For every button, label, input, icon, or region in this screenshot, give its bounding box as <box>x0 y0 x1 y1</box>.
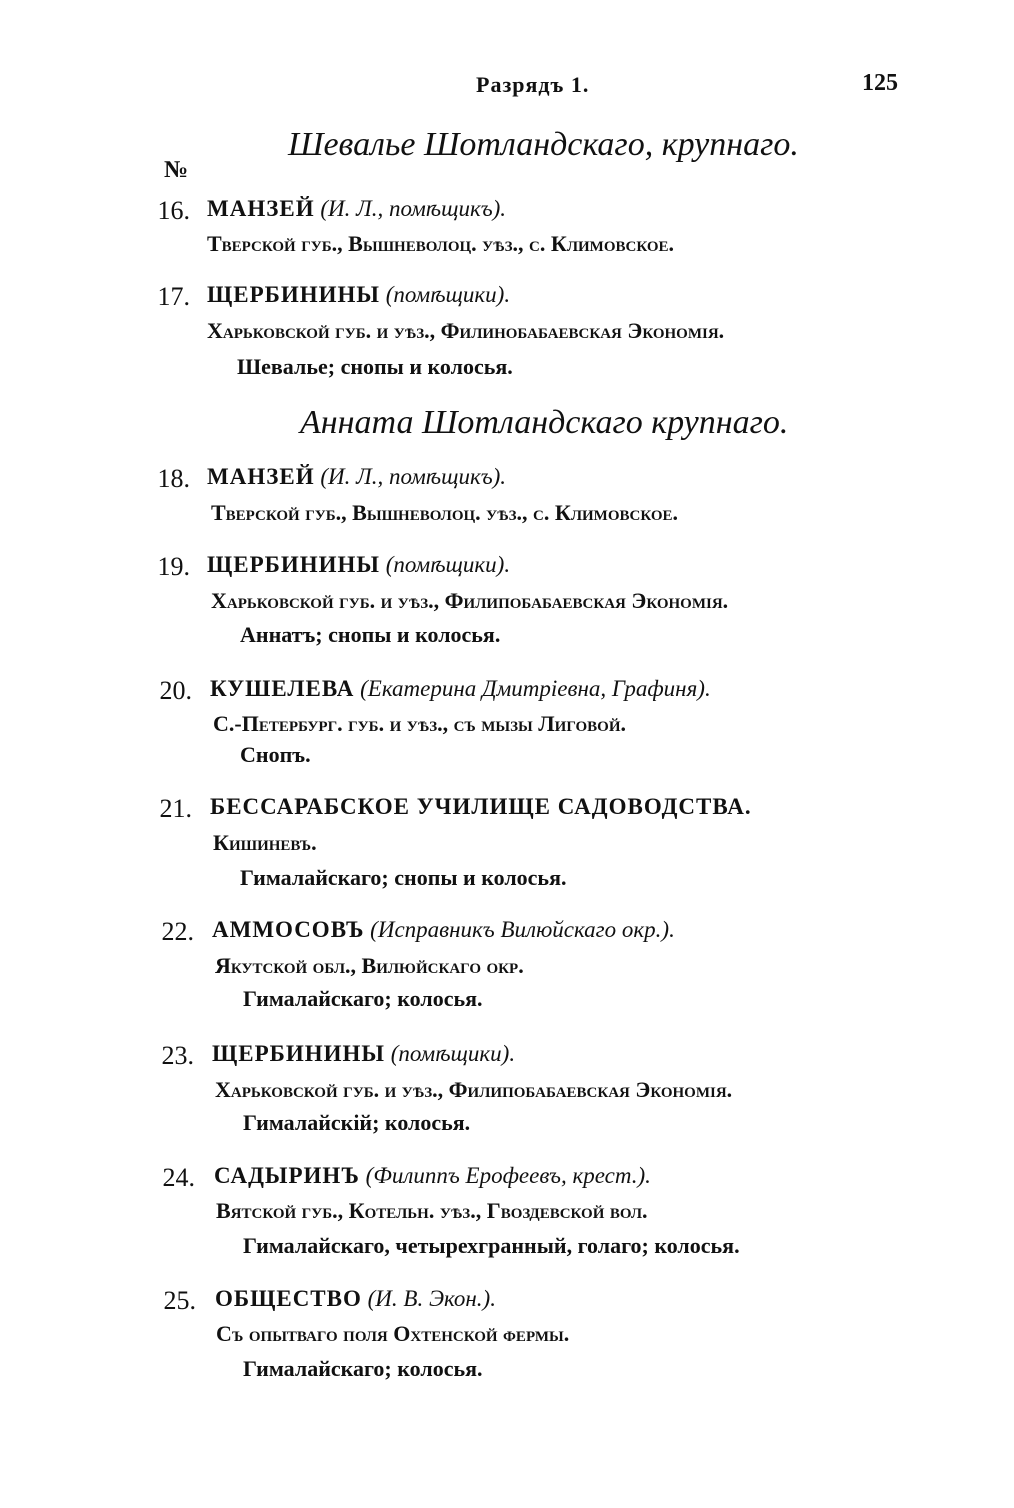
entry-heading <box>214 1163 651 1189</box>
entry-qualifier: (помѣщики). <box>390 1041 516 1066</box>
entry-name: ОБЩЕСТВО <box>215 1286 362 1311</box>
entry-number: 18. <box>157 464 190 493</box>
entry-name: САДЫРИНЪ <box>214 1163 360 1188</box>
entry-heading <box>210 794 752 820</box>
entry-heading <box>215 1286 496 1312</box>
entry-qualifier: (помѣщики). <box>385 552 511 577</box>
entry-location: Вятской губ., Котельн. уѣз., Гвоздевской вол. <box>216 1198 648 1223</box>
entry-name: ЩЕРБИНИНЫ <box>212 1041 385 1066</box>
entry-number: 20. <box>159 676 192 705</box>
entry-heading <box>207 552 510 578</box>
entry-qualifier: (Исправникъ Вилюйскаго окр.). <box>370 917 675 942</box>
entry-heading <box>207 282 510 308</box>
entry-heading <box>212 1041 515 1067</box>
entry-number: 19. <box>157 552 190 581</box>
entry-name: ЩЕРБИНИНЫ <box>207 552 380 577</box>
entry-location: Тверской губ., Вышневолоц. уѣз., с. Климовское. <box>211 500 679 525</box>
entry-location: С.-Петербург. губ. и уѣз., съ мызы Лиговой. <box>213 711 627 736</box>
section-heading-annat: Анната Шотландскаго крупнаго. <box>300 404 789 441</box>
entry-name: МАНЗЕЙ <box>207 464 315 489</box>
entry-heading <box>207 196 506 222</box>
section-heading-chevalier: Шевалье Шотландскаго, крупнаго. <box>288 126 799 163</box>
entry-note: Гималайскаго; колосья. <box>243 986 483 1011</box>
entry-qualifier: (Филиппъ Ерофеевъ, крест.). <box>365 1163 651 1188</box>
entry-location: Харьковской губ. и уѣз., Филинобабаевская Экономія. <box>207 318 725 343</box>
entry-note: Аннатъ; снопы и колосья. <box>240 622 501 647</box>
entry-note: Снопъ. <box>240 742 311 767</box>
entry-name: ЩЕРБИНИНЫ <box>207 282 380 307</box>
entry-qualifier: (Екатерина Дмитріевна, Графиня). <box>360 676 711 701</box>
entry-location: Кишиневъ. <box>213 830 317 855</box>
entry-note: Шевалье; снопы и колосья. <box>237 354 513 379</box>
entry-location: Харьковской губ. и уѣз., Филипобабаевская Экономія. <box>215 1077 733 1102</box>
entry-location: Съ опытваго поля Охтенской фермы. <box>216 1321 570 1346</box>
entry-number: 17. <box>157 282 190 311</box>
entry-location: Харьковской губ. и уѣз., Филипобабаевская Экономія. <box>211 588 729 613</box>
entry-number: 16. <box>157 196 190 225</box>
entry-qualifier: (помѣщики). <box>385 282 511 307</box>
entry-qualifier: (И. В. Экон.). <box>367 1286 496 1311</box>
entry-note: Гималайскаго; снопы и колосья. <box>240 865 567 890</box>
number-sign: № <box>164 157 189 183</box>
entry-heading <box>212 917 675 943</box>
entry-note: Гималайскій; колосья. <box>243 1110 471 1135</box>
entry-location: Якутской обл., Вилюйскаго окр. <box>215 953 524 978</box>
entry-qualifier: (И. Л., помѣщикъ). <box>320 196 507 221</box>
page-number: 125 <box>862 70 898 96</box>
entry-number: 21. <box>159 794 192 823</box>
entry-qualifier: (И. Л., помѣщикъ). <box>320 464 507 489</box>
entry-heading <box>207 464 506 490</box>
entry-note: Гималайскаго, четырехгранный, голаго; колосья. <box>243 1233 740 1258</box>
entry-number: 22. <box>161 917 194 946</box>
entry-number: 24. <box>162 1163 195 1192</box>
entry-note: Гималайскаго; колосья. <box>243 1356 483 1381</box>
running-head: Разрядъ 1. <box>476 72 590 97</box>
entry-location: Тверской губ., Вышневолоц. уѣз., с. Климовское. <box>207 231 675 256</box>
entry-name: АММОСОВЪ <box>212 917 365 942</box>
entry-name: БЕССАРАБСКОЕ УЧИЛИЩЕ САДОВОДСТВА. <box>210 794 752 819</box>
entry-name: МАНЗЕЙ <box>207 196 315 221</box>
entry-name: КУШЕЛЕВА <box>210 676 355 701</box>
entry-number: 25. <box>163 1286 196 1315</box>
entry-number: 23. <box>161 1041 194 1070</box>
entry-heading <box>210 676 711 702</box>
